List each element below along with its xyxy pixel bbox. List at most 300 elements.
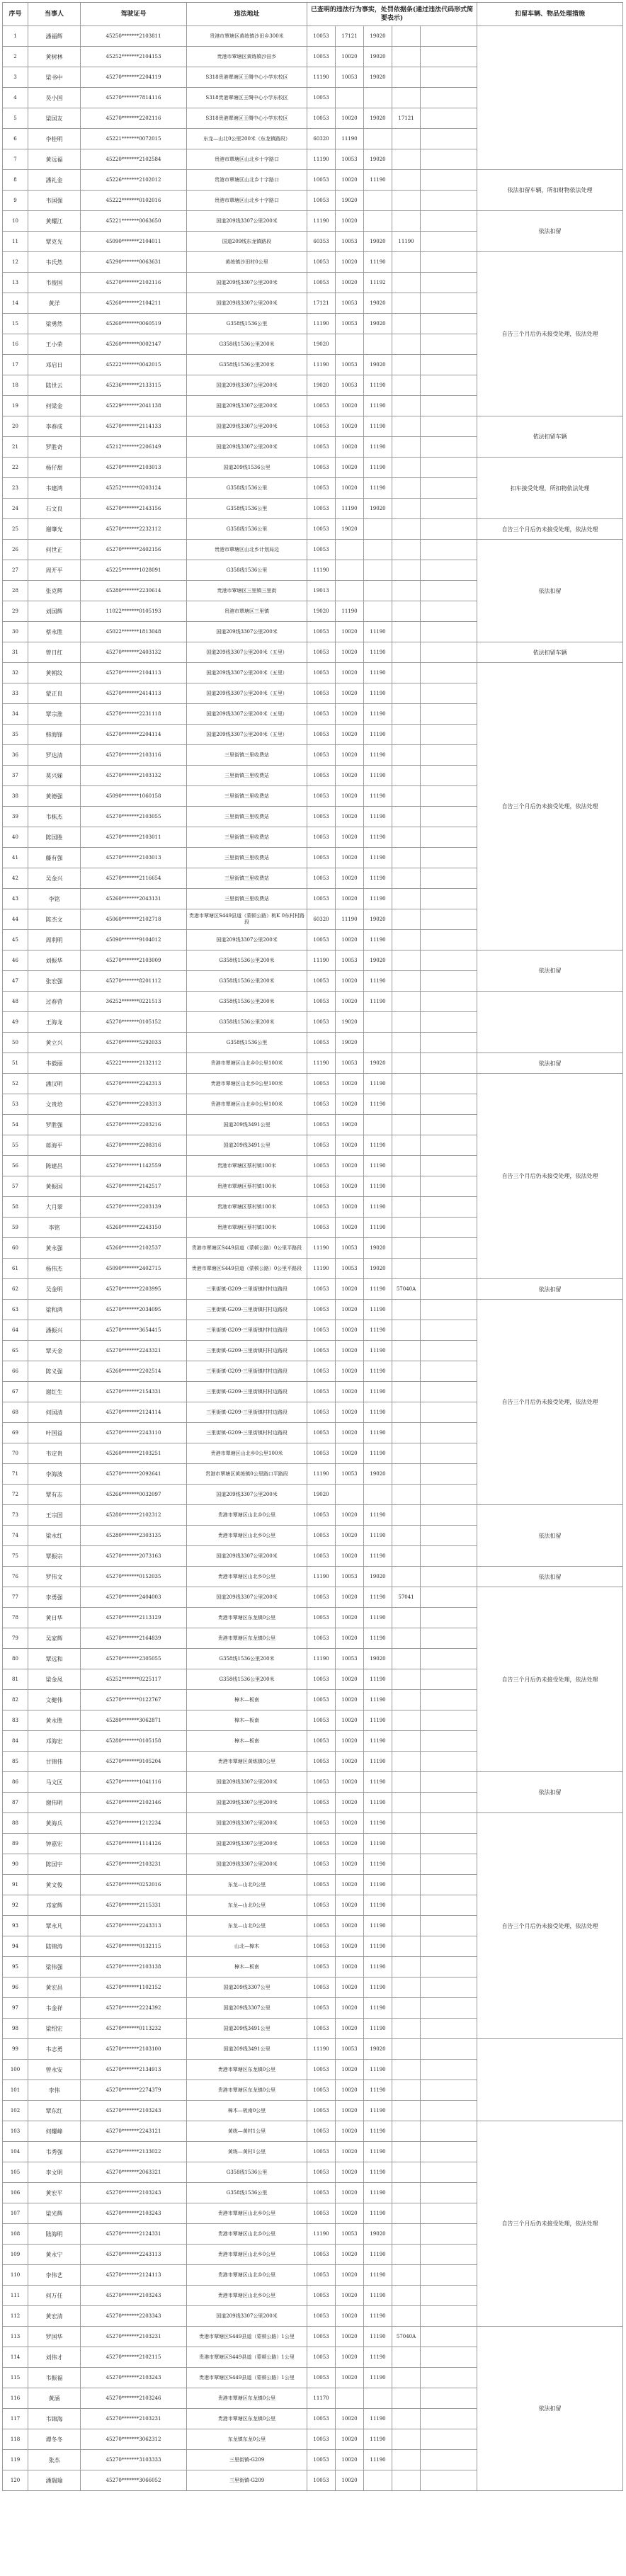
row-license: 45280*******2303135: [81, 1526, 187, 1546]
vehicle-measure-cell: 依法扣留: [477, 540, 623, 642]
vehicle-measure-cell: 依法扣留车辆: [477, 642, 623, 663]
row-party: 陆世云: [28, 375, 81, 396]
row-party: 黄朝纹: [28, 663, 81, 683]
row-code-1: 10053: [307, 1587, 336, 1608]
row-code-5: [421, 1135, 477, 1156]
row-code-1: 60353: [307, 232, 336, 252]
row-party: 叶国益: [28, 1423, 81, 1443]
row-code-1: 10053: [307, 1690, 336, 1710]
vehicle-measure-cell: 自告三个月后仍未接受处理，依法处理: [477, 519, 623, 540]
row-place: 贵港市覃塘区东龙镇0公里: [187, 2060, 307, 2080]
row-license: 45260*******2043131: [81, 889, 187, 909]
row-place: 三里街镇-G209: [187, 2450, 307, 2470]
row-place: 贵港市覃塘区三里镇: [187, 601, 307, 622]
row-code-2: 10020: [336, 2019, 364, 2039]
row-place: 贵港市覃塘区东龙镇0公里: [187, 2409, 307, 2429]
row-party: 刘振华: [28, 951, 81, 971]
row-code-4: [392, 1094, 421, 1115]
row-party: 李铭: [28, 1218, 81, 1238]
row-code-2: 10020: [336, 2429, 364, 2450]
row-seq: 7: [3, 149, 28, 170]
row-place: 贵港市覃塘区山北乡0公里: [187, 2203, 307, 2224]
row-license: 45270*******2414113: [81, 683, 187, 704]
row-license: 45270*******2102116: [81, 273, 187, 293]
row-code-5: [421, 2183, 477, 2203]
row-code-1: 10053: [307, 786, 336, 807]
row-place: 国道209线3307公里: [187, 1998, 307, 2019]
row-party: 罗国华: [28, 2327, 81, 2347]
row-place: 三里街镇三里收费站: [187, 807, 307, 827]
row-place: 国道209线3491公里: [187, 1135, 307, 1156]
row-place: 国道209线3307公里200米: [187, 273, 307, 293]
row-party: 曾日红: [28, 642, 81, 663]
row-code-3: [364, 2388, 392, 2409]
row-party: 韦俊国: [28, 273, 81, 293]
row-seq: 69: [3, 1423, 28, 1443]
row-seq: 64: [3, 1320, 28, 1341]
row-code-4: [392, 1485, 421, 1505]
row-party: 黄立兴: [28, 1033, 81, 1053]
row-seq: 62: [3, 1279, 28, 1300]
row-seq: 36: [3, 745, 28, 766]
table-row: [3, 1567, 623, 1587]
row-code-4: [392, 1197, 421, 1218]
row-seq: 82: [3, 1690, 28, 1710]
row-code-1: 10053: [307, 416, 336, 437]
row-code-3: 11192: [364, 273, 392, 293]
row-license: 45270*******2073163: [81, 1546, 187, 1567]
row-code-4: [392, 1875, 421, 1895]
row-code-3: 11190: [364, 1875, 392, 1895]
row-code-2: 10020: [336, 1505, 364, 1526]
row-code-5: [421, 560, 477, 581]
row-seq: 6: [3, 129, 28, 149]
row-seq: 33: [3, 683, 28, 704]
row-code-4: [392, 1998, 421, 2019]
row-place: 国道209线东龙镇路段: [187, 232, 307, 252]
row-place: 三里街镇-G209-三里街镇村村边路段: [187, 1300, 307, 1320]
row-code-1: 10053: [307, 88, 336, 108]
row-seq: 95: [3, 1957, 28, 1978]
row-party: 潘礼金: [28, 170, 81, 191]
row-seq: 114: [3, 2347, 28, 2368]
row-code-1: 11190: [307, 951, 336, 971]
row-code-5: [421, 827, 477, 848]
row-license: 45260*******2103251: [81, 1443, 187, 1464]
row-place: 国道209线3307公里: [187, 1978, 307, 1998]
row-place: 贵港市覃塘区S449县道（蒙顿公路）1公里: [187, 2368, 307, 2388]
row-code-4: [392, 1710, 421, 1731]
row-code-3: 11190: [364, 396, 392, 416]
row-seq: 42: [3, 868, 28, 889]
row-code-1: 10053: [307, 1382, 336, 1402]
row-code-3: 11190: [364, 2142, 392, 2162]
row-seq: 85: [3, 1752, 28, 1772]
row-code-4: [392, 909, 421, 930]
row-seq: 21: [3, 437, 28, 458]
row-party: 黄振国: [28, 1176, 81, 1197]
row-code-5: [421, 2203, 477, 2224]
row-license: 45270*******2243313: [81, 1916, 187, 1936]
row-code-3: 11190: [364, 642, 392, 663]
row-code-4: [392, 581, 421, 601]
row-place: 贵港市覃塘区蔡村镇100米: [187, 1218, 307, 1238]
row-code-3: 11190: [364, 1526, 392, 1546]
row-code-5: [421, 1813, 477, 1834]
row-party: 黄永强: [28, 1238, 81, 1259]
row-code-4: [392, 663, 421, 683]
row-code-4: 17121: [392, 108, 421, 129]
row-party: 李文明: [28, 2162, 81, 2183]
row-code-1: 10053: [307, 2142, 336, 2162]
row-license: 45270*******0113232: [81, 2019, 187, 2039]
row-code-3: 11190: [364, 930, 392, 951]
row-code-5: [421, 2409, 477, 2429]
row-code-1: 10053: [307, 2450, 336, 2470]
row-code-1: 10053: [307, 1300, 336, 1320]
row-code-1: 10053: [307, 1978, 336, 1998]
row-code-3: 11190: [364, 889, 392, 909]
row-seq: 32: [3, 663, 28, 683]
row-place: 国道209线3307公里200米: [187, 1834, 307, 1854]
row-code-1: 10053: [307, 170, 336, 191]
row-seq: 40: [3, 827, 28, 848]
row-party: 何耀峰: [28, 2121, 81, 2142]
row-seq: 13: [3, 273, 28, 293]
row-code-1: 10053: [307, 1710, 336, 1731]
row-party: 潘振兴: [28, 1320, 81, 1341]
table-row: [3, 663, 623, 683]
row-code-4: [392, 273, 421, 293]
row-code-4: [392, 26, 421, 47]
row-code-2: 10020: [336, 786, 364, 807]
row-code-3: 19020: [364, 1259, 392, 1279]
row-place: G358线1536公里200米: [187, 1649, 307, 1669]
row-code-3: 11190: [364, 1361, 392, 1382]
row-party: 张宏强: [28, 971, 81, 992]
row-code-1: 19020: [307, 334, 336, 355]
row-party: 何国清: [28, 1402, 81, 1423]
row-license: 45270*******0252016: [81, 1875, 187, 1895]
row-party: 梁国友: [28, 108, 81, 129]
row-code-4: [392, 2450, 421, 2470]
row-party: 陈义强: [28, 1361, 81, 1382]
row-license: 45222*******2132112: [81, 1053, 187, 1074]
row-seq: 2: [3, 47, 28, 67]
row-code-4: [392, 314, 421, 334]
row-code-1: 19020: [307, 601, 336, 622]
row-license: 45270*******2305055: [81, 1649, 187, 1669]
row-code-5: [421, 396, 477, 416]
row-place: 黄练—黄村1公里: [187, 2121, 307, 2142]
row-seq: 72: [3, 1485, 28, 1505]
row-party: 覃振宗: [28, 1546, 81, 1567]
row-code-3: [364, 581, 392, 601]
header-seq: 序号: [3, 3, 28, 26]
row-place: 国道209线3307公里200米: [187, 437, 307, 458]
row-code-1: 10053: [307, 745, 336, 766]
row-code-4: [392, 1320, 421, 1341]
table-row: [3, 1053, 623, 1074]
row-license: 45270*******2113129: [81, 1608, 187, 1628]
row-code-3: 11190: [364, 1957, 392, 1978]
row-code-4: 11190: [392, 232, 421, 252]
row-code-2: 10020: [336, 2409, 364, 2429]
row-code-5: [421, 1053, 477, 1074]
row-code-1: 11190: [307, 1238, 336, 1259]
row-code-5: [421, 1033, 477, 1053]
row-code-5: [421, 478, 477, 499]
row-license: 45280*******2102312: [81, 1505, 187, 1526]
row-seq: 80: [3, 1649, 28, 1669]
header-party: 当事人: [28, 3, 81, 26]
row-code-3: 11190: [364, 2409, 392, 2429]
row-code-2: 19020: [336, 1033, 364, 1053]
row-code-5: [421, 519, 477, 540]
row-seq: 44: [3, 909, 28, 930]
row-license: 45270*******2103246: [81, 2388, 187, 2409]
row-place: 三里街镇三里收费站: [187, 766, 307, 786]
row-code-5: [421, 1464, 477, 1485]
row-code-3: 11190: [364, 725, 392, 745]
row-code-4: [392, 1443, 421, 1464]
row-code-1: 10053: [307, 1854, 336, 1875]
row-code-2: 10020: [336, 1813, 364, 1834]
row-place: 国道209线3307公里200米: [187, 1485, 307, 1505]
row-code-3: 19020: [364, 26, 392, 47]
row-code-5: [421, 622, 477, 642]
row-code-3: 19020: [364, 355, 392, 375]
row-place: 贵港市覃塘区S449县道（蒙顿公路）1公里: [187, 2327, 307, 2347]
row-party: 大月翠: [28, 1197, 81, 1218]
row-seq: 93: [3, 1916, 28, 1936]
row-code-5: [421, 1218, 477, 1238]
row-place: 贵港市覃塘区蔡村镇100米: [187, 1156, 307, 1176]
row-seq: 50: [3, 1033, 28, 1053]
row-code-5: [421, 88, 477, 108]
row-code-1: 11170: [307, 2388, 336, 2409]
row-code-2: 10020: [336, 2327, 364, 2347]
row-place: 贵港市覃塘区山北乡0公里100米: [187, 1074, 307, 1094]
row-code-3: 11190: [364, 1279, 392, 1300]
row-code-5: [421, 540, 477, 560]
row-seq: 77: [3, 1587, 28, 1608]
row-party: 杨仔甜: [28, 458, 81, 478]
row-party: 覃东红: [28, 2101, 81, 2121]
row-place: 东龙—山北0公里: [187, 1916, 307, 1936]
row-license: 45270*******2404003: [81, 1587, 187, 1608]
row-code-4: [392, 1978, 421, 1998]
row-place: 三里街镇-G209-三里街镇村村边路段: [187, 1320, 307, 1341]
row-code-2: 10020: [336, 1690, 364, 1710]
row-code-3: 19020: [364, 314, 392, 334]
row-seq: 52: [3, 1074, 28, 1094]
row-place: 国道209线3307公里200米: [187, 375, 307, 396]
row-code-4: [392, 478, 421, 499]
row-code-2: 10020: [336, 2286, 364, 2306]
row-party: 张克辉: [28, 581, 81, 601]
row-code-1: 10053: [307, 2306, 336, 2327]
row-code-4: [392, 1300, 421, 1320]
row-seq: 23: [3, 478, 28, 499]
row-code-4: [392, 396, 421, 416]
row-code-4: [392, 971, 421, 992]
row-party: 韩海锋: [28, 725, 81, 745]
row-license: 45270*******2103231: [81, 2327, 187, 2347]
row-code-3: 11190: [364, 807, 392, 827]
row-code-4: [392, 622, 421, 642]
row-code-5: [421, 2368, 477, 2388]
row-code-3: 11190: [364, 2245, 392, 2265]
row-code-2: 10020: [336, 642, 364, 663]
table-body: [3, 26, 623, 2491]
table-row: [3, 2039, 623, 2060]
row-license: 45270*******2164839: [81, 1628, 187, 1649]
row-party: 覃宗淮: [28, 704, 81, 725]
row-seq: 17: [3, 355, 28, 375]
row-seq: 71: [3, 1464, 28, 1485]
row-code-3: 11190: [364, 1772, 392, 1793]
row-place: G358线1536公里200米: [187, 951, 307, 971]
row-party: 韦国强: [28, 191, 81, 211]
row-seq: 106: [3, 2183, 28, 2203]
row-license: 45270*******2103009: [81, 951, 187, 971]
row-license: 45270*******2208316: [81, 1135, 187, 1156]
row-place: 国道209线3491公里: [187, 2039, 307, 2060]
row-code-4: [392, 2183, 421, 2203]
row-code-3: 19020: [364, 232, 392, 252]
row-license: 45270*******2103013: [81, 848, 187, 868]
row-license: 45270*******2115331: [81, 1895, 187, 1916]
row-code-3: [364, 519, 392, 540]
row-code-3: 11190: [364, 1320, 392, 1341]
row-code-1: 10053: [307, 1752, 336, 1772]
row-place: 国道209线3307公里200米: [187, 622, 307, 642]
row-code-5: [421, 273, 477, 293]
row-code-3: 11190: [364, 1752, 392, 1772]
vehicle-measure-cell: [477, 992, 623, 1053]
row-license: 45252*******0225117: [81, 1669, 187, 1690]
row-code-1: 10053: [307, 1094, 336, 1115]
row-code-5: [421, 1341, 477, 1361]
row-code-5: [421, 211, 477, 232]
row-party: 覃天金: [28, 1341, 81, 1361]
row-code-4: [392, 67, 421, 88]
row-code-4: [392, 1916, 421, 1936]
row-code-3: 19020: [364, 2039, 392, 2060]
row-code-2: 10020: [336, 2368, 364, 2388]
row-code-1: 10053: [307, 396, 336, 416]
row-license: 45270*******3066052: [81, 2470, 187, 2491]
row-party: 蔡永胜: [28, 622, 81, 642]
row-license: 45060*******2102718: [81, 909, 187, 930]
row-seq: 120: [3, 2470, 28, 2491]
row-party: 罗胜奇: [28, 437, 81, 458]
row-code-1: 11190: [307, 1649, 336, 1669]
table-header-row: [3, 3, 623, 26]
row-code-3: 19020: [364, 108, 392, 129]
row-code-5: [421, 26, 477, 47]
row-code-5: [421, 1320, 477, 1341]
table-row: [3, 519, 623, 540]
row-code-4: [392, 211, 421, 232]
row-code-3: 11190: [364, 416, 392, 437]
row-code-1: 10053: [307, 2368, 336, 2388]
row-party: 谢伟明: [28, 1793, 81, 1813]
row-place: 国道209线3307公里200米（五里）: [187, 663, 307, 683]
row-license: 45270*******3062312: [81, 2429, 187, 2450]
table-row: [3, 642, 623, 663]
row-code-2: 10053: [336, 1649, 364, 1669]
row-code-4: [392, 1382, 421, 1402]
row-place: 国道209线3307公里200米: [187, 2306, 307, 2327]
vehicle-measure-cell: 依法扣留: [477, 951, 623, 992]
row-code-3: 11190: [364, 1793, 392, 1813]
row-party: 蒋海平: [28, 1135, 81, 1156]
row-code-2: 19020: [336, 519, 364, 540]
row-code-5: [421, 1936, 477, 1957]
row-license: 45270*******2231118: [81, 704, 187, 725]
row-code-2: 10020: [336, 1176, 364, 1197]
row-code-4: [392, 149, 421, 170]
row-code-2: 10020: [336, 1710, 364, 1731]
row-code-4: [392, 1176, 421, 1197]
row-code-5: [421, 1156, 477, 1176]
row-place: 贵港市覃塘区S449县道（蒙顿公路）1公里: [187, 2347, 307, 2368]
row-license: 45260*******2102537: [81, 1238, 187, 1259]
row-code-1: 10053: [307, 1341, 336, 1361]
header-license: 驾驶证号: [81, 3, 187, 26]
row-code-2: 10053: [336, 1259, 364, 1279]
row-code-2: 10020: [336, 2450, 364, 2470]
row-code-3: 11190: [364, 252, 392, 273]
row-place: 三里街镇三里收费站: [187, 827, 307, 848]
row-code-5: [421, 2347, 477, 2368]
row-code-4: [392, 47, 421, 67]
row-code-4: [392, 1649, 421, 1669]
row-license: 45280*******0105158: [81, 1731, 187, 1752]
row-code-3: 19020: [364, 951, 392, 971]
row-seq: 102: [3, 2101, 28, 2121]
row-place: 贵港市覃塘区山北乡十字路口: [187, 191, 307, 211]
row-code-4: [392, 951, 421, 971]
row-code-2: 10020: [336, 1197, 364, 1218]
row-seq: 83: [3, 1710, 28, 1731]
row-code-1: 10053: [307, 2265, 336, 2286]
row-place: 国道209线3307公里200米: [187, 1793, 307, 1813]
row-code-5: [421, 2162, 477, 2183]
row-code-3: 11190: [364, 2265, 392, 2286]
row-code-4: [392, 334, 421, 355]
row-place: G358线1536公里: [187, 2162, 307, 2183]
row-license: 45222*******0042015: [81, 355, 187, 375]
row-seq: 37: [3, 766, 28, 786]
row-place: G358线1536公里200米: [187, 1669, 307, 1690]
row-code-5: [421, 2450, 477, 2470]
row-seq: 108: [3, 2224, 28, 2245]
row-code-4: [392, 827, 421, 848]
row-code-2: 10020: [336, 2101, 364, 2121]
vehicle-measure-cell: 自告三个月后仍未接受处理，依法处理: [477, 252, 623, 416]
row-place: G358线1536公里: [187, 560, 307, 581]
row-code-2: 10020: [336, 1628, 364, 1649]
row-party: 邓家辉: [28, 1895, 81, 1916]
row-party: 李伟: [28, 2080, 81, 2101]
row-license: 45090*******2104011: [81, 232, 187, 252]
row-place: 樟木—板南: [187, 1690, 307, 1710]
row-code-4: [392, 252, 421, 273]
row-code-2: 10020: [336, 1135, 364, 1156]
